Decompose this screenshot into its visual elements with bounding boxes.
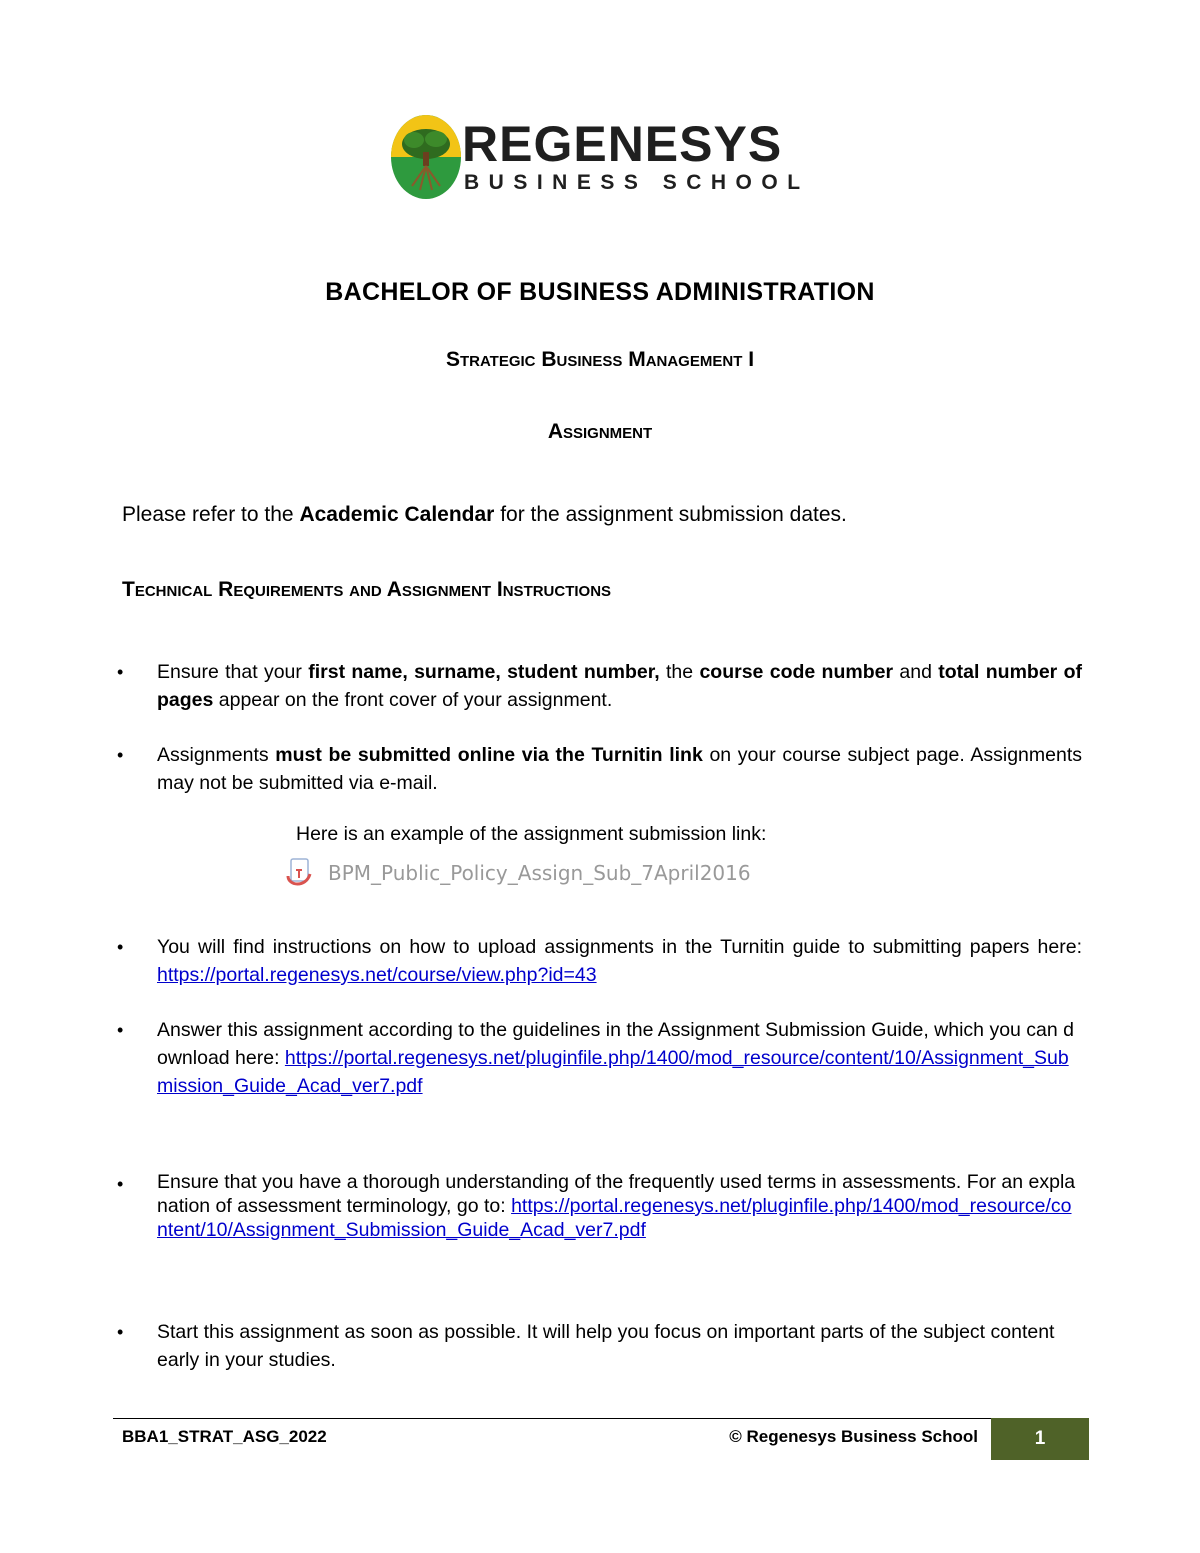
list-item (117, 1016, 1082, 1100)
regenesys-logo (390, 112, 810, 202)
turnitin-assignment-icon (284, 856, 318, 890)
example-caption: Here is an example of the assignment submission link: (296, 823, 767, 845)
bullet-icon: • (117, 745, 124, 765)
text-run: Assignments (157, 744, 276, 766)
calendar-note (122, 503, 847, 527)
list-item (117, 1170, 1082, 1242)
bold-run: must be submitted online via the Turnitin link (275, 744, 703, 766)
text-run: Ensure that you have a thorough understanding of the frequently used terms in assessments. For an explanation of assessment terminology, go to: (157, 1171, 1076, 1217)
text-run: and (893, 661, 939, 683)
footer-divider (113, 1418, 993, 1419)
turnitin-guide-link[interactable]: https://portal.regenesys.net/course/view.php?id=43 (157, 964, 597, 986)
text-run: Answer this assignment according to the guidelines in the Assignment Submission Guide, which you can download here: (157, 1019, 1075, 1069)
course-title: Strategic Business Management I (445, 348, 755, 371)
bold-run: total number of pages (157, 661, 1082, 711)
footer-copyright: © Regenesys Business School (729, 1427, 978, 1446)
bullet-icon: • (117, 937, 124, 957)
footer-document-code: BBA1_STRAT_ASG_2022 (122, 1427, 327, 1446)
list-item (117, 658, 1082, 714)
text-run: on your course subject page. Assignments may not be submitted via e-mail. (157, 744, 1082, 794)
submission-guide-link[interactable]: https://portal.regenesys.net/pluginfile.php/1400/mod_resource/content/10/Assignment_Submission_Guide_Acad_ver7.pdf (157, 1047, 1069, 1097)
text-run: Start this assignment as soon as possible. It will help you focus on important parts of the subject content early in your studies. (157, 1321, 1055, 1371)
text-run: You will find instructions on how to upload assignments in the Turnitin guide to submitting papers here: (157, 936, 1082, 958)
text-run: appear on the front cover of your assignment. (213, 689, 613, 711)
page-number: 1 (991, 1418, 1089, 1460)
list-item (117, 933, 1082, 989)
bold-run: first name, surname, student number, (308, 661, 660, 683)
text-run: the (659, 661, 700, 683)
calendar-note-pre: Please refer to the (122, 503, 300, 526)
bullet-icon: • (117, 1322, 124, 1342)
document-type: Assignment (547, 420, 653, 443)
example-link-label: BPM_Public_Policy_Assign_Sub_7April2016 (328, 861, 751, 885)
bullet-icon: • (117, 1174, 124, 1194)
bullet-icon: • (117, 1020, 124, 1040)
text-run: Ensure that your (157, 661, 309, 683)
bullet-icon: • (117, 662, 124, 682)
degree-title: BACHELOR OF BUSINESS ADMINISTRATION (325, 278, 875, 306)
calendar-note-post: for the assignment submission dates. (494, 503, 847, 526)
logo-wordmark: REGENESYS (462, 116, 783, 172)
list-item (117, 1318, 1082, 1374)
tree-emblem-icon (390, 114, 462, 200)
logo-subtitle: BUSINESS SCHOOL (464, 171, 810, 194)
turnitin-example-link[interactable] (284, 856, 751, 890)
section-title: Technical Requirements and Assignment Instructions (122, 578, 612, 601)
calendar-note-bold: Academic Calendar (299, 503, 495, 526)
terminology-guide-link[interactable]: https://portal.regenesys.net/pluginfile.php/1400/mod_resource/content/10/Assignment_Submission_Guide_Acad_ver7.pdf (157, 1195, 1072, 1241)
bold-run: course code number (699, 661, 894, 683)
list-item (117, 741, 1082, 797)
